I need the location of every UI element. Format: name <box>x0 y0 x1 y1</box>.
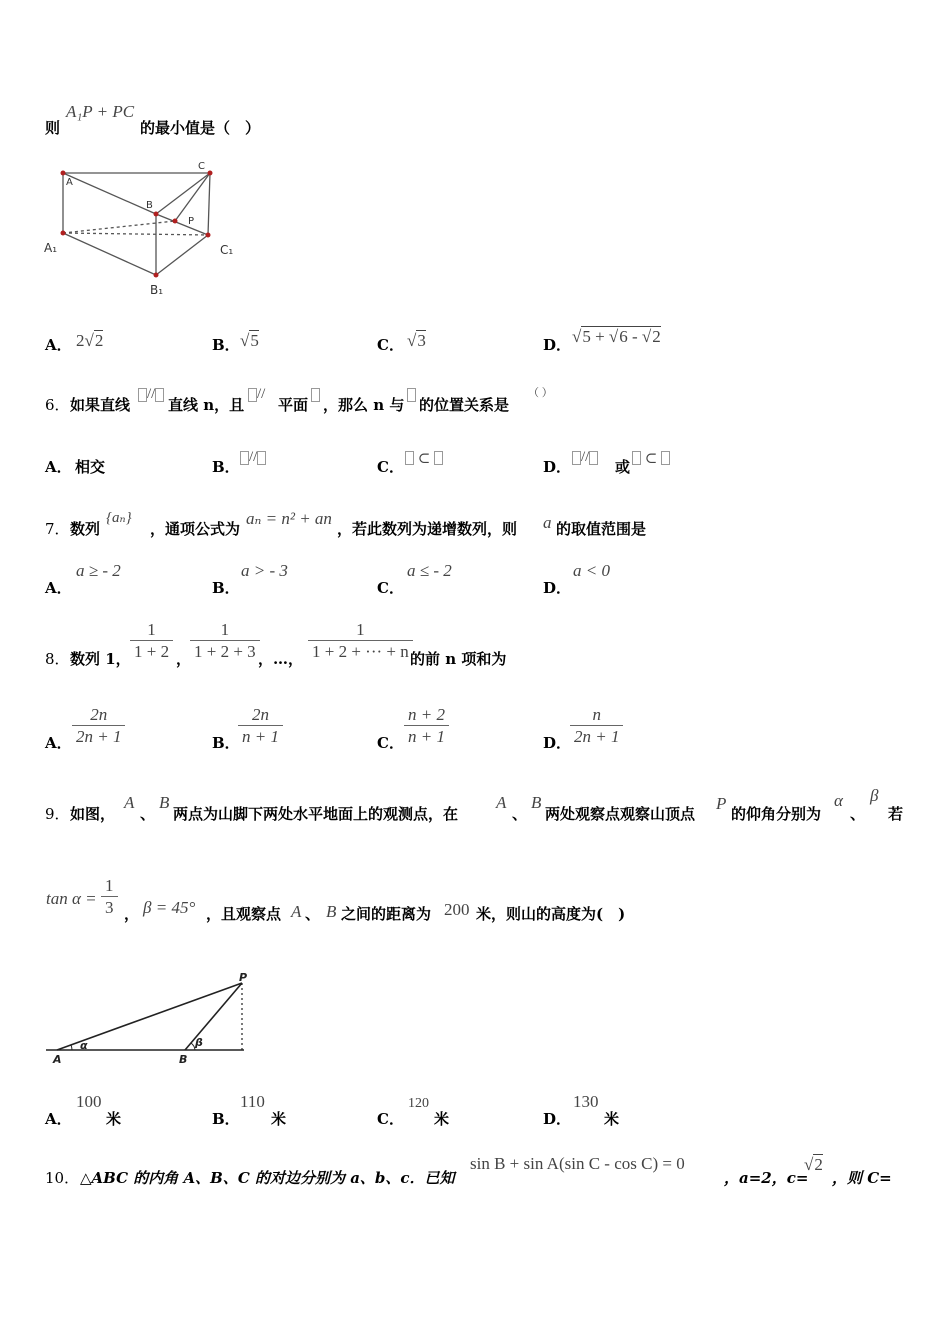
q5-suffix: 的最小值是（ ） <box>140 119 261 137</box>
q9-opt-c-value: 120 <box>408 1096 429 1111</box>
q7-opt-d: a < 0 <box>573 561 610 580</box>
q7-seq: {aₙ} <box>106 510 132 526</box>
q5-expr: A₁P + PC <box>66 102 135 121</box>
q7-opt-a-label: A． <box>45 579 72 597</box>
q9-beta-eq: β = 45° <box>143 898 196 917</box>
q10-text-1: △ABC 的内角 A、B、C 的对边分别为 a、b、c．已知 <box>80 1169 455 1187</box>
q6-rel-2-sym: // <box>257 386 266 402</box>
q9-tan-den: 3 <box>101 896 118 919</box>
q9-a-3: A <box>291 902 302 921</box>
q9-opt-b-unit: 米 <box>271 1110 287 1128</box>
q9-opt-d-value: 130 <box>573 1092 599 1111</box>
q6-opt-b <box>240 449 266 466</box>
q8-frac-2 <box>190 620 260 663</box>
fig5-label-a1: A₁ <box>44 241 58 255</box>
q9-tan-frac <box>101 876 118 919</box>
q9-opt-d-label: D． <box>543 1110 572 1128</box>
q6-opt-a: 相交 <box>75 458 106 476</box>
q8-opt-b-den: n + 1 <box>238 725 283 748</box>
q5-opt-d: √5 + √6 - √2 <box>572 327 661 346</box>
q6-opt-d-b <box>632 449 670 468</box>
q7-number: 7． <box>45 520 70 538</box>
q8-opt-c-den: n + 1 <box>404 725 449 748</box>
q9-comma: ， <box>124 905 140 923</box>
q6-paren: （ ） <box>528 387 553 399</box>
q6-opt-a-label: A． <box>45 458 72 476</box>
q9-dist: 200 <box>444 900 470 919</box>
q8-opt-d-den: 2n + 1 <box>570 725 623 748</box>
q6-opt-c <box>405 449 443 468</box>
q7-opt-a: a ≥ - 2 <box>76 561 121 580</box>
q9-text-4: 的仰角分别为 <box>731 805 822 823</box>
q10-c-val: √2 <box>804 1155 823 1174</box>
q8-opt-a-den: 2n + 1 <box>72 725 125 748</box>
q6-opt-b-sym: // <box>249 449 258 465</box>
q9-text-7: 之间的距离为 <box>341 905 432 923</box>
q7-opt-b: a > - 3 <box>241 561 288 580</box>
q9-text-8: 米，则山的高度为( ) <box>476 905 626 923</box>
q10-text-2: ，a=2，c= <box>724 1169 809 1187</box>
q5-opt-b-label: B． <box>212 336 240 354</box>
q6-text-3: 平面 <box>278 396 309 414</box>
q8-opt-b <box>238 705 283 748</box>
q8-text-2: 的前 n 项和为 <box>410 650 507 668</box>
q9-a-2: A <box>496 793 507 812</box>
q9-sep-3: 、 <box>850 805 866 823</box>
q9-b-2: B <box>531 793 542 812</box>
fig9-label-alpha: α <box>80 1039 88 1052</box>
q8-opt-d <box>570 705 623 748</box>
q8-frac-3 <box>308 620 413 663</box>
q10-number: 10． <box>45 1169 80 1187</box>
q9-opt-c-unit: 米 <box>434 1110 450 1128</box>
q6-opt-c-sym: ⊂ <box>417 451 431 467</box>
q6-text-1: 如果直线 <box>70 396 131 414</box>
q5-opt-c: √3 <box>407 331 426 350</box>
q6-text-2: 直线 n，且 <box>168 396 245 414</box>
q6-opt-d-a <box>572 449 598 466</box>
q6-rel-1-sym: // <box>147 386 156 402</box>
fig5-label-c1: C₁ <box>220 243 234 257</box>
q8-frac-2-num: 1 <box>220 620 230 639</box>
q7-opt-d-label: D． <box>543 579 572 597</box>
q9-beta: β <box>870 786 879 805</box>
q8-frac-2-den: 1 + 2 + 3 <box>190 640 260 663</box>
q9-opt-d-unit: 米 <box>604 1110 620 1128</box>
q9-p: P <box>716 794 727 813</box>
fig5-label-p: P <box>188 216 195 227</box>
q7-opt-c-label: C． <box>377 579 404 597</box>
q9-opt-a-unit: 米 <box>106 1110 122 1128</box>
q6-rel-1 <box>138 386 164 403</box>
q6-box-1 <box>311 386 320 406</box>
q8-opt-a-num: 2n <box>90 705 108 724</box>
q7-opt-c: a ≤ - 2 <box>407 561 452 580</box>
q8-ellipsis: ，…， <box>258 650 304 668</box>
q6-opt-b-label: B． <box>212 458 240 476</box>
q8-text-1: 数列 1， <box>70 650 131 668</box>
q7-text-3: ，若此数列为递增数列，则 <box>337 520 518 538</box>
q9-a-1: A <box>124 793 135 812</box>
q10-c-val-inner: 2 <box>814 1155 823 1174</box>
q9-tan-num: 1 <box>105 876 114 895</box>
q5-opt-a: 2√2 <box>76 331 104 350</box>
q7-var: a <box>543 513 552 532</box>
q6-opt-d-label: D． <box>543 458 572 476</box>
fig9-label-beta: β <box>195 1036 203 1049</box>
q6-opt-d-sym-a: // <box>581 449 590 465</box>
q9-text-3: 两处观察点观察山顶点 <box>545 805 696 823</box>
q9-text-1: 如图， <box>70 805 116 823</box>
q8-frac-1 <box>130 620 173 663</box>
q9-b-1: B <box>159 793 170 812</box>
q5-opt-b: √5 <box>240 331 259 350</box>
fig5-label-b: B <box>146 200 153 211</box>
q10-formula: sin B + sin A(sin C - cos C) = 0 <box>470 1154 685 1173</box>
q9-text-2: 两点为山脚下两处水平地面上的观测点，在 <box>173 805 459 823</box>
q5-opt-d-label: D． <box>543 336 572 354</box>
q9-tan-lhs: tan α = <box>46 889 97 908</box>
q6-box-2 <box>407 386 416 406</box>
q7-opt-b-label: B． <box>212 579 240 597</box>
q6-opt-c-label: C． <box>377 458 404 476</box>
mountain-figure <box>40 968 255 1068</box>
q7-formula: aₙ = n² + an <box>246 509 332 528</box>
fig9-label-p: P <box>239 971 248 984</box>
q7-text-1: 数列 <box>70 520 101 538</box>
fig5-label-c: C <box>198 161 205 172</box>
q8-frac-3-num: 1 <box>356 620 365 639</box>
fig9-label-a: A <box>53 1053 62 1066</box>
q9-opt-b-value: 110 <box>240 1092 265 1111</box>
q7-text-4: 的取值范围是 <box>556 520 647 538</box>
q8-opt-d-num: n <box>592 705 601 724</box>
q9-sep-1: 、 <box>140 805 156 823</box>
q6-text-4: ，那么 n 与 <box>323 396 405 414</box>
q6-number: 6． <box>45 396 70 414</box>
q8-opt-b-num: 2n <box>251 705 269 724</box>
q8-opt-a-label: A． <box>45 734 72 752</box>
q7-text-2: ，通项公式为 <box>150 520 241 538</box>
q5-opt-a-label: A． <box>45 336 72 354</box>
q9-opt-a-label: A． <box>45 1110 72 1128</box>
q8-frac-1-den: 1 + 2 <box>130 640 173 663</box>
fig5-label-a: A <box>66 177 73 188</box>
q9-sep-2: 、 <box>512 805 528 823</box>
q6-opt-d-or: 或 <box>615 458 631 476</box>
q9-b-3: B <box>326 902 337 921</box>
q6-opt-d-sym-b: ⊂ <box>644 451 658 467</box>
q9-opt-b-label: B． <box>212 1110 240 1128</box>
q8-opt-b-label: B． <box>212 734 240 752</box>
q6-text-5: 的位置关系是 <box>419 396 510 414</box>
q8-frac-1-num: 1 <box>147 620 156 639</box>
prism-figure <box>38 158 248 300</box>
q9-number: 9． <box>45 805 70 823</box>
q8-opt-c-num: n + 2 <box>408 705 445 724</box>
q8-opt-a <box>72 705 125 748</box>
q5-prefix: 则 <box>45 119 61 137</box>
q9-opt-a-value: 100 <box>76 1092 102 1111</box>
q9-sep-4: 、 <box>305 905 321 923</box>
q9-opt-c-label: C． <box>377 1110 404 1128</box>
fig9-label-b: B <box>179 1053 188 1066</box>
q9-text-5: 若 <box>888 805 904 823</box>
q5-opt-c-label: C． <box>377 336 404 354</box>
q8-opt-d-label: D． <box>543 734 572 752</box>
q6-rel-2 <box>248 386 265 403</box>
q8-number: 8． <box>45 650 70 668</box>
q9-text-6: ，且观察点 <box>206 905 282 923</box>
q8-frac-3-den: 1 + 2 + ··· + n <box>308 640 413 663</box>
q8-opt-c <box>404 705 449 748</box>
q9-alpha: α <box>834 791 843 810</box>
fig5-label-b1: B₁ <box>150 283 164 297</box>
q10-text-3: ，则 C= <box>832 1169 892 1187</box>
q8-opt-c-label: C． <box>377 734 404 752</box>
